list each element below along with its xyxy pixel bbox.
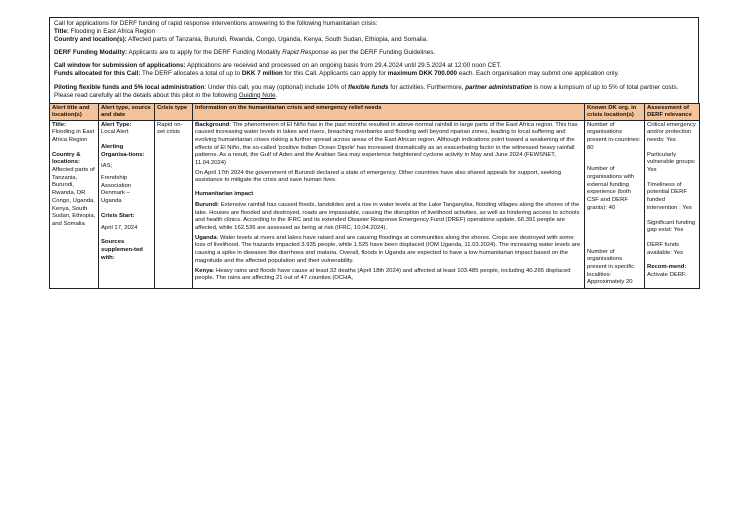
alert-title-cell: Title: Flooding in East Africa Region Country & locations: Affected parts of Tanzania, Burundi, Rwanda, DR Congo, Uganda, Kenya, South Sudan, Ethiopia, and Somalia: [50, 120, 99, 289]
information-cell: [193, 120, 585, 289]
title-line: Title: Flooding in East Africa Region: [54, 28, 156, 36]
table-row: [50, 120, 700, 289]
window-line: Call window for submission of applications: Applications are received and processed on an ongoing basis from 29.4.2024 until 29.5.2024 at 12:00 noon CET.: [54, 62, 502, 70]
impact-heading: Humanitarian impact: [195, 191, 254, 198]
header-assessment: Assessment of DERF relevance: [645, 103, 700, 120]
crisis-type-cell: Rapid on-set crisis: [155, 120, 193, 289]
call-line: Call for applications for DERF funding of rapid response interventions answering to the following humanitarian crisis:: [54, 20, 378, 27]
header-known-dk-org: Known DK org. in crisis location(s): [585, 103, 645, 120]
modality-line: DERF Funding Modality: Applicants are to apply for the DERF Funding Modality Rapid Response as per the DERF Funding Guidelines.: [54, 49, 436, 57]
header-alert-type: Alert type, source and date: [99, 103, 155, 120]
alert-type-cell: Alert Type: Local Alert Alerting Organisa-tions: IAS; Frendship Association Denmark – Uganda Crisis Start: April 17, 2024 Sources supplemen-ted with:: [99, 120, 155, 289]
burundi-paragraph: Burundi: Extensive rainfall has caused floods, landslides and a rise in water levels at the Lake Tanganyika, flooding villages along the shores of the lake. Houses are flooded and destroyed, roads are impassable, causing the disruption of livelihood activities, as well as hindering access to schools and health clinics. According to the IFRC and its extended Disaster Response Emergency Fund (DREF) operations update, 66.391 people are affected, while 162.536 are assessed as being at risk (IFRC, 10.04.2024).: [195, 201, 580, 231]
uganda-paragraph: Uganda: Water levels at rivers and lakes have raised and are causing floodings at communities along the shores. Crops are destroyed with some loss of livelihood. The hazards impacted 3.935 people, while 1.525 have been displaced (IOM Uganda, 11.03.2024). The increasing water levels are causing a spike in diseases like diarrhoea and malaria. Overall, floods in Uganda are expected to have a low humanitarian impact based on the magnitude and the affected population and their vulnerability.: [195, 234, 581, 264]
alert-table: [49, 103, 700, 289]
april-paragraph: On April 17th 2024 the government of Burundi declared a state of emergency. Other countries have also shared appeals for support, seeking assistance to mitigate the crisis and save human lives.: [195, 169, 561, 184]
header-crisis-type: Crisis type: [155, 103, 193, 120]
header-alert-title: Alert title and location(s): [50, 103, 99, 120]
document-page: [49, 17, 699, 289]
background-paragraph: Background: The phenomenon of El Niño has in the past months resulted in above-normal rainfall in large parts of the East Africa region. This has caused increasing water levels in lakes and rivers, breaching riverbanks and flooding well beyond riparian zones, leading to local suffering and evolving humanitarian crises risking a further spread across areas of the East African region. Although indications point toward a weakening of the effects of El Niño, the so-called ‘positive Indian Ocean Dipole’ has increased dramatically as an exacerbating factor in the witnessed heavy rainfall patterns. As a result, the Gulf of Aden and the Arabian Sea may experience heightened cyclone activity in May and June 2024 (FEWSNET, 11.04.2024): [195, 121, 578, 167]
kenya-paragraph: Kenya: Heavy rains and floods have cause at least 32 deaths (April 18th 2024) and affected at least 103.485 people, including 40.265 displaced people. The rains are affecting 21 out of 47 counties (OCHA,: [195, 267, 571, 282]
funds-line: Funds allocated for this Call: The DERF allocates a total of up to DKK 7 million for this Call. Applicants can apply for maximum DKK 700.000 each. Each organisation may submit one application only.: [54, 70, 620, 78]
table-header-row: [50, 103, 700, 120]
pilot-line: Piloting flexible funds and 5% local administration: Under this call, you may (optional) include 10% of flexible funds for activities. Furthermore, partner administration is now a lumpsum of up to 5% of total partner costs. Please read carefully all the details about this pilot in the following Guiding Note.: [54, 83, 679, 99]
country-line: Country and location(s): Affected parts of Tanzania, Burundi, Rwanda, Congo, Uganda, Kenya, South Sudan, Ethiopia, and Somalia.: [54, 36, 428, 44]
guiding-note-link[interactable]: Guiding Note: [238, 91, 276, 99]
known-dk-org-cell: Number of organisations present in-countries: 80 Number of organisations with external funding experience (both CSF and DERF grants): 40 Number of organisations present in specific localities: Approximately 20: [585, 120, 645, 289]
assessment-cell: Critical emergency and/or protection needs: Yes Particularly vulnerable groups: Yes Timeliness of potential DERF funded intervention : Yes Significant funding gap exist: Yes DERF funds available: Yes Recom-mend: Activate DERF.: [645, 120, 700, 289]
header-information: Information on the humanitarian crisis and emergency relief needs: [193, 103, 585, 120]
call-intro-box: [49, 17, 699, 103]
